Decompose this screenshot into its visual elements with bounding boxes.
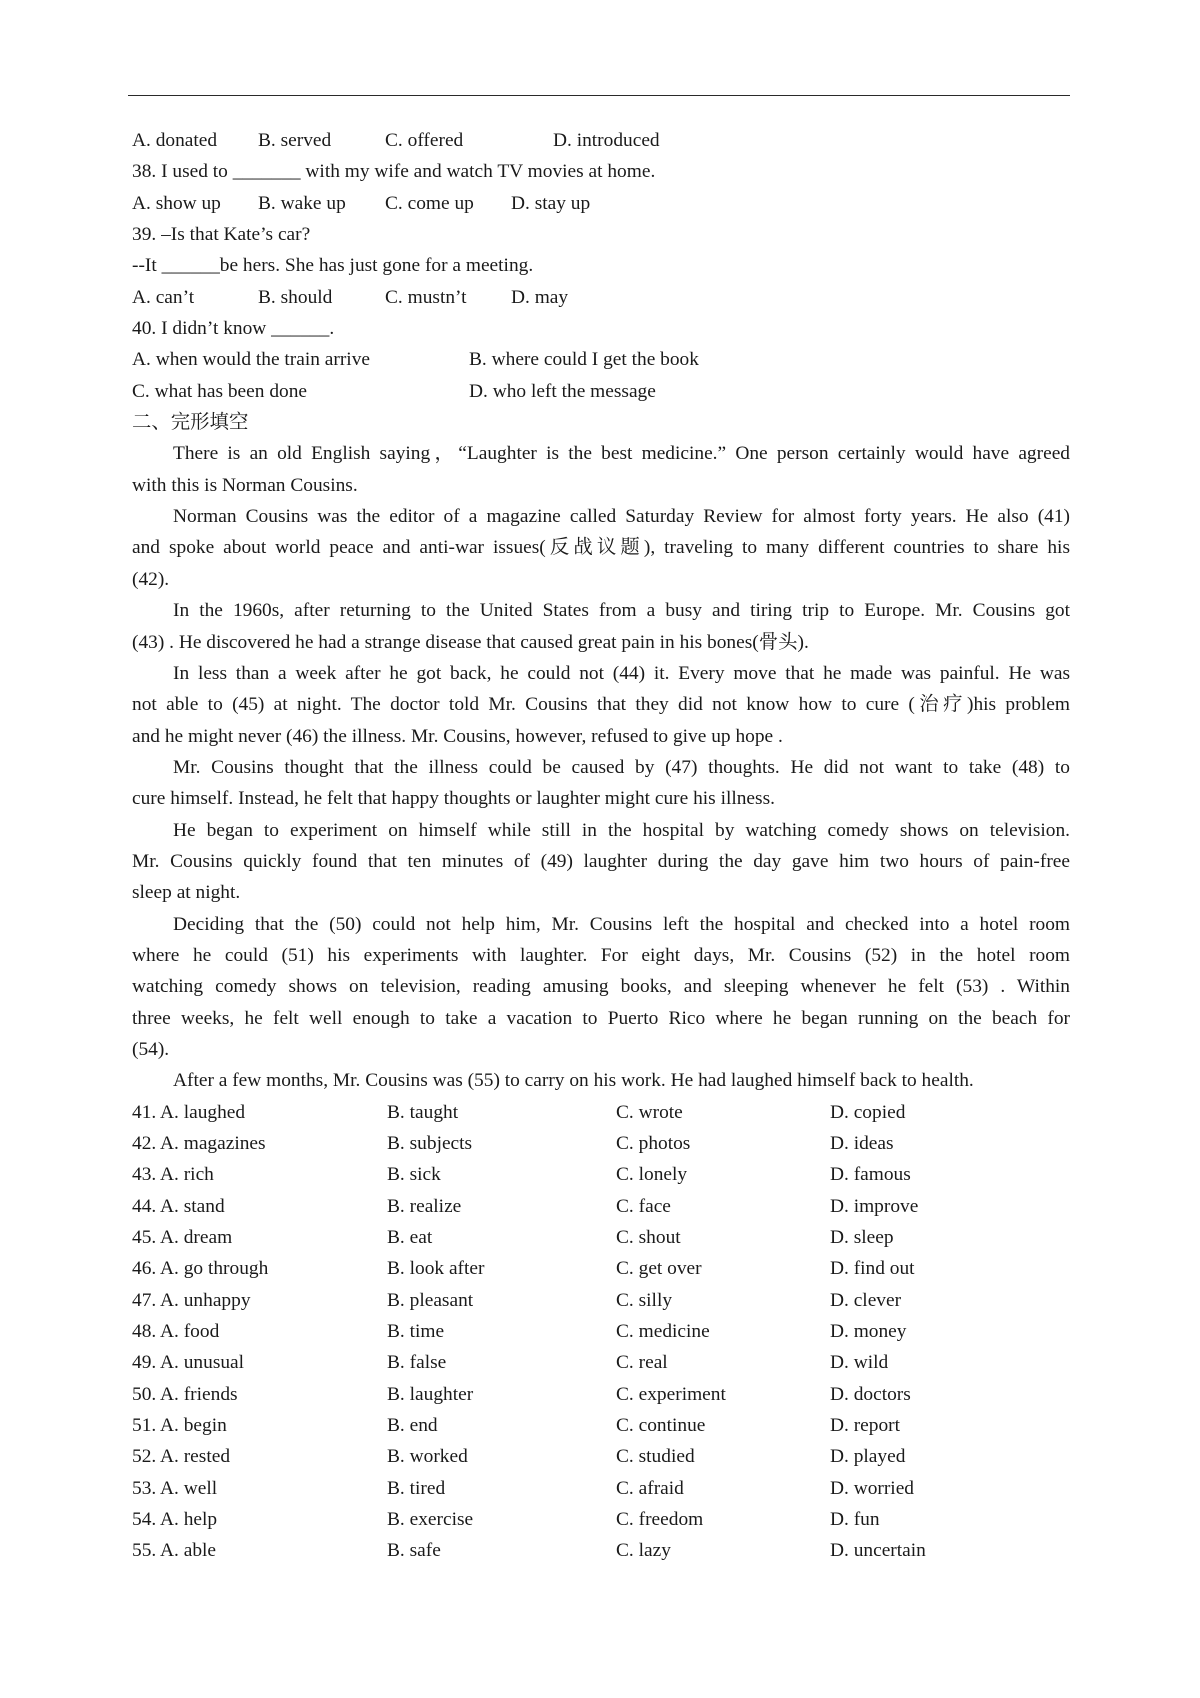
option-a [132,1347,244,1378]
cloze-option-row [132,1159,1070,1190]
question-number: 41. [132,1101,157,1123]
passage-line: where he could (51) his experiments with laughter. For eight days, Mr. Cousins (52) in the hotel room [132,944,1070,966]
q40-stem: 40. I didn’t know ______. [132,318,335,340]
passage-line: Deciding that the (50) could not help him, Mr. Cousins left the hospital and checked into a hotel room [173,913,1070,935]
option-b: B. safe [387,1540,441,1562]
option-c: C. shout [616,1227,681,1249]
option-a-text: A. able [160,1540,217,1562]
option-c: C. experiment [616,1383,726,1405]
question-number: 51. [132,1415,157,1437]
paragraph [132,658,1070,752]
option-b: B. tired [387,1477,446,1499]
option-b: B. subjects [387,1133,473,1154]
option-d: D. who left the message [469,380,656,402]
q37-options [132,125,1070,156]
option-a: A. when would the train arrive [132,349,370,371]
question-number: 53. [132,1477,157,1499]
q38-options [132,188,1070,219]
q39-stem: 39. –Is that Kate’s car? [132,224,311,246]
option-b: B. where could I get the book [469,349,699,371]
option-a: A. show up [132,192,221,214]
cloze-option-row [132,1316,1070,1347]
option-a [132,1473,217,1504]
passage-line: cure himself. Instead, he felt that happy thoughts or laughter might cure his illness. [132,788,775,810]
option-d: D. famous [830,1164,911,1186]
option-a [132,1379,238,1410]
option-c: C. freedom [616,1509,704,1531]
option-a-text: A. food [160,1321,220,1343]
cloze-option-row [132,1285,1070,1316]
option-a [132,1159,214,1190]
option-c: C. real [616,1352,668,1374]
option-a-text: A. dream [160,1227,233,1249]
option-b: B. worked [387,1446,468,1468]
q38-stem: 38. I used to _______ with my wife and watch TV movies at home. [132,161,656,183]
option-a [132,1253,268,1284]
option-c: C. photos [616,1133,691,1154]
option-a-text: A. laughed [160,1101,246,1123]
option-c: C. continue [616,1415,706,1437]
q40-options-ab [132,344,1070,375]
q39-reply: --It ______be hers. She has just gone for a meeting. [132,255,534,277]
option-a [132,1535,216,1566]
option-b: B. laughter [387,1383,474,1405]
option-d: D. sleep [830,1227,894,1249]
option-c: C. studied [616,1446,695,1468]
option-d: D. stay up [511,192,591,214]
paragraph [132,752,1070,815]
option-c: C. get over [616,1258,702,1280]
option-b: B. pleasant [387,1289,474,1311]
option-d: D. introduced [553,130,660,151]
option-d: D. find out [830,1258,915,1280]
option-a-text: A. unusual [160,1352,245,1374]
option-d: D. report [830,1415,900,1437]
option-d: D. improve [830,1195,919,1217]
question-number: 48. [132,1321,157,1343]
cloze-option-row [132,1097,1070,1128]
passage-line: and spoke about world peace and anti-war issues(反战议题), traveling to many different countries to share his [132,537,1070,559]
paragraph [132,595,1070,658]
passage-line: and he might never (46) the illness. Mr. Cousins, however, refused to give up hope . [132,725,783,747]
passage-line: Mr. Cousins quickly found that ten minutes of (49) laughter during the day gave him two hours of pain-free [132,850,1070,872]
option-a [132,1504,217,1535]
passage-line: After a few months, Mr. Cousins was (55) to carry on his work. He had laughed himself back to health. [173,1070,974,1092]
question-number: 54. [132,1509,157,1531]
option-b: B. taught [387,1101,459,1123]
option-d: D. fun [830,1509,880,1531]
cloze-option-row [132,1535,1070,1566]
option-a-text: A. begin [160,1415,227,1437]
passage-line: He began to experiment on himself while still in the hospital by watching comedy shows on television. [173,819,1070,841]
option-b: B. end [387,1415,438,1437]
passage-line: Mr. Cousins thought that the illness could be caused by (47) thoughts. He did not want to take (48) to [173,756,1070,778]
option-b: B. time [387,1321,445,1343]
question-number: 55. [132,1540,157,1562]
question-number: 49. [132,1352,157,1374]
option-c: C. offered [385,130,464,151]
passage-line: In the 1960s, after returning to the United States from a busy and tiring trip to Europe. Mr. Cousins got [173,600,1070,622]
option-d: D. wild [830,1352,889,1374]
option-a-text: A. unhappy [160,1289,251,1311]
option-a [132,1441,230,1472]
passage-line: In less than a week after he got back, he could not (44) it. Every move that he made was painful. He was [173,662,1070,684]
option-a-text: A. help [160,1509,218,1531]
cloze-option-row [132,1473,1070,1504]
passage-line: Norman Cousins was the editor of a magazine called Saturday Review for almost forty years. He also (41) [173,506,1070,528]
option-a [132,1410,227,1441]
option-a-text: A. friends [160,1383,238,1405]
paragraph [132,438,1070,501]
option-c: C. silly [616,1289,673,1311]
option-a [132,1222,232,1253]
option-b: B. wake up [258,192,346,214]
option-c: C. afraid [616,1477,684,1499]
question-number: 52. [132,1446,157,1468]
option-b: B. realize [387,1195,462,1217]
option-a: A. donated [132,130,218,151]
option-a-text: A. stand [160,1195,225,1217]
option-a [132,1316,219,1347]
header-rule [128,95,1070,96]
option-a [132,1285,251,1316]
option-b: B. false [387,1352,447,1374]
option-d: D. doctors [830,1383,911,1405]
option-b: B. served [258,130,332,151]
cloze-option-row [132,1504,1070,1535]
cloze-options [132,1097,1070,1567]
paragraph [132,815,1070,909]
option-a-text: A. rich [160,1164,214,1186]
option-a: A. can’t [132,286,195,308]
question-number: 47. [132,1289,157,1311]
cloze-option-row [132,1410,1070,1441]
option-c: C. lonely [616,1164,688,1186]
option-d: D. worried [830,1477,915,1499]
option-a [132,1128,266,1159]
option-b: B. eat [387,1227,433,1249]
option-a-text: A. rested [160,1446,231,1468]
option-d: D. played [830,1446,906,1468]
option-a-text: A. magazines [160,1133,266,1154]
passage-line: watching comedy shows on television, reading amusing books, and sleeping whenever he felt (53) . Within [132,976,1070,998]
question-number: 43. [132,1164,157,1186]
option-b: B. exercise [387,1509,474,1531]
paragraph [132,501,1070,595]
cloze-option-row [132,1347,1070,1378]
option-a-text: A. go through [160,1258,269,1280]
passage-line: (43) . He discovered he had a strange disease that caused great pain in his bones(骨头). [132,631,809,653]
option-c: C. what has been done [132,380,308,402]
cloze-option-row [132,1379,1070,1410]
passage-line: three weeks, he felt well enough to take a vacation to Puerto Rico where he began running on the beach for [132,1007,1070,1029]
passage-line: There is an old English saying，“Laughter is the best medicine.” One person certainly would have agreed [173,443,1070,465]
question-number: 45. [132,1227,157,1249]
passage-line: with this is Norman Cousins. [132,474,358,496]
option-b: B. look after [387,1258,485,1280]
passage-line: (42). [132,568,170,590]
section-heading: 二、完形填空 [132,412,249,434]
passage-line: sleep at night. [132,882,241,904]
option-a [132,1097,245,1128]
option-d: D. uncertain [830,1540,926,1562]
option-d: D. copied [830,1101,906,1123]
question-number: 42. [132,1133,157,1154]
question-number: 44. [132,1195,157,1217]
question-number: 50. [132,1383,157,1405]
option-d: D. may [511,286,569,308]
cloze-option-row [132,1128,1070,1159]
page-content [132,125,1070,1567]
option-a-text: A. well [160,1477,218,1499]
q39-options [132,282,1070,313]
question-number: 46. [132,1258,157,1280]
cloze-option-row [132,1191,1070,1222]
cloze-option-row [132,1441,1070,1472]
cloze-option-row [132,1253,1070,1284]
option-d: D. clever [830,1289,902,1311]
option-c: C. lazy [616,1540,671,1562]
option-b: B. sick [387,1164,441,1186]
option-d: D. ideas [830,1133,894,1154]
passage [132,438,1070,1096]
option-c: C. come up [385,192,474,214]
passage-line: (54). [132,1038,170,1060]
option-b: B. should [258,286,333,308]
q40-options-cd [132,376,1070,407]
paragraph [132,1065,1070,1096]
option-c: C. medicine [616,1321,710,1343]
option-a [132,1191,225,1222]
option-c: C. face [616,1195,671,1217]
passage-line: not able to (45) at night. The doctor told Mr. Cousins that they did not know how to cure (治疗)his problem [132,694,1070,716]
paragraph [132,909,1070,1066]
option-d: D. money [830,1321,907,1343]
option-c: C. wrote [616,1101,683,1123]
cloze-option-row [132,1222,1070,1253]
option-c: C. mustn’t [385,286,467,308]
